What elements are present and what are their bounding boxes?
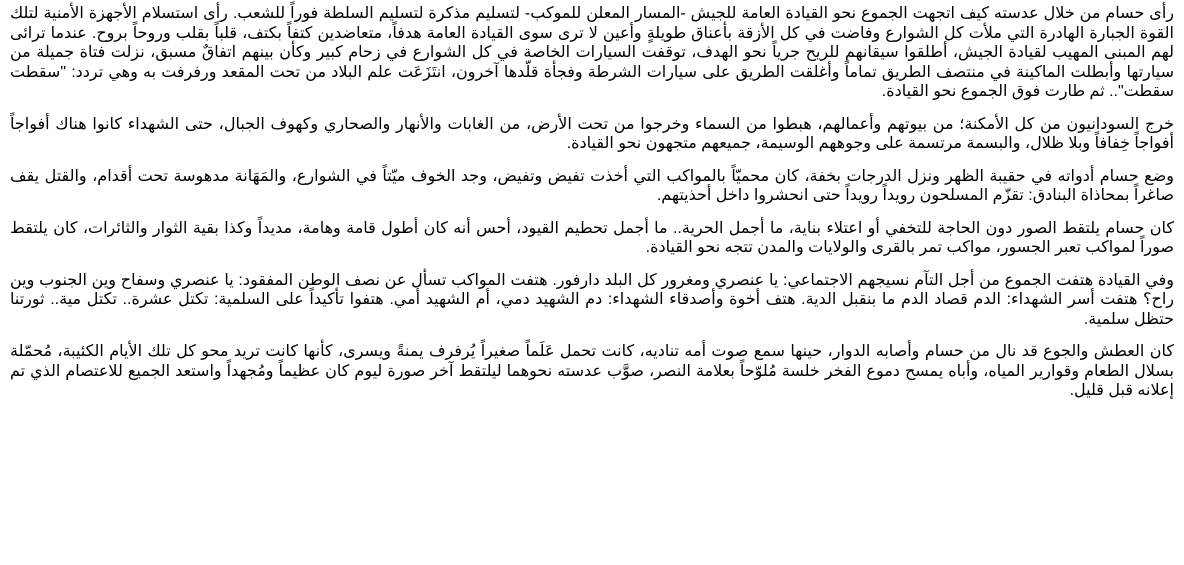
paragraph-3: وضع حسام أدواته في حقيبة الظهر ونزل الدرجات بخفة، كان محميّاً بالمواكب التي أخذت تفيض وتفيض، وجد الخوف ميّتاً في الشوارع، والمَهَانة مدهوسة تحت أقدام، والقتل يقف صاغراً بمحاذاة البنادق: تقزّم المسلحون رويداً رويداً حتى انحشروا داخل أحذيتهم. <box>10 167 1175 204</box>
paragraph-6: كان العطش والجوع قد نال من حسام وأصابه الدوار، حينها سمع صوت أمه تناديه، كانت تحمل عَلَماً صغيراً يُرفرف يمنةً ويسرى، كأنها كانت تريد محو كل تلك الأيام الكئيبة، مُحمّلة بسلال الطعام وقوارير المياه، وأباه يمسح دموع الفخر خلسة مُلوّحاً بعلامة النصر، صوَّب عدسته نحوهما ليلتقط آخر صورة ليوم كان عظيماً ومُجهداً واستعد الجميع للاعتصام الذي تم إعلانه قبل قليل. <box>10 343 1174 399</box>
paragraph-1: رأى حسام من خلال عدسته كيف اتجهت الجموع نحو القيادة العامة للجيش -المسار المعلن للموكب- لتسليم مذكرة لتسليم السلطة فوراً للشعب. رأى استسلام الأجهزة الأمنية لتلك القوة الجبارة الهادرة التي ملأت كل الشوارع وفاضت في كل الأزقة بأعناق طويلةٍ وأعين لا ترى سوى القيادة العامة هدفاً، متعاضدين كتفاً بكتف، قلباً بقلب وروحاً بروح. عندما ترائى لهم المبنى المهيب لقيادة الجيش، أطلقوا سيقانهم للريح جرياً نحو الهدف، توقفت السيارات الخاصة في كل الشوارع في زحام كبير وكأن بينهم اتفاقٌ مسبق، نزلت فتاة جميلة من سيارتها وأبطلت الماكينة في منتصف الطريق تماماً وأغلقت الطريق على سيارات الشرطة وفجأة قلّدها آخرون، انتَزَعَت علم البلاد من تحت المقعد ورفرفت به وهي تردد: "سقطت سقطت".. ثم طارت فوق الجموع نحو القيادة. <box>10 5 1174 100</box>
paragraph-2: خرج السودانيون من كل الأمكنة؛ من بيوتهم وأعمالهم، هبطوا من السماء وخرجوا من تحت الأرض، من الغابات والأنهار والصحاري وكهوف الجبال، حتى الشهداء كانوا هناك أفواجاً أفواجاً خِفافاً وبلا ظلال، والبسمة مرتسمة على وجوههم الوسيمة، جميعهم متجهون نحو القيادة. <box>10 115 1174 152</box>
paragraph-5: وفي القيادة هتفت الجموع من أجل التآم نسيجهم الاجتماعي: يا عنصري ومغرور كل البلد دارفور. هتفت المواكب تسأل عن نصف الوطن المفقود: يا عنصري وسفاح وين الجنوب وين راح؟ هتفت أسر الشهداء: الدم قصاد الدم ما بنقبل الدية. هتف أخوة وأصدقاء الشهداء: دم الشهيد دمي، أم الشهيد أمي. هتفوا تأكيداً على السلمية: تكتل عشرة.. تكتل مية.. ثورتنا حتظل سلمية. <box>10 271 1175 328</box>
paragraph-4: كان حسام يلتقط الصور دون الحاجة للتخفي أو اعتلاء بناية، ما أجمل الحرية.. ما أجمل تحطيم القيود، أحس أنه كان أطول قامة وهامة، مديداً وكذا بقية الثوار والثائرات، كان يلتقط صوراً لمواكب تعبر الجسور، مواكب تمر بالقرى والولايات والمدن تتجه نحو القيادة. <box>10 219 1174 256</box>
